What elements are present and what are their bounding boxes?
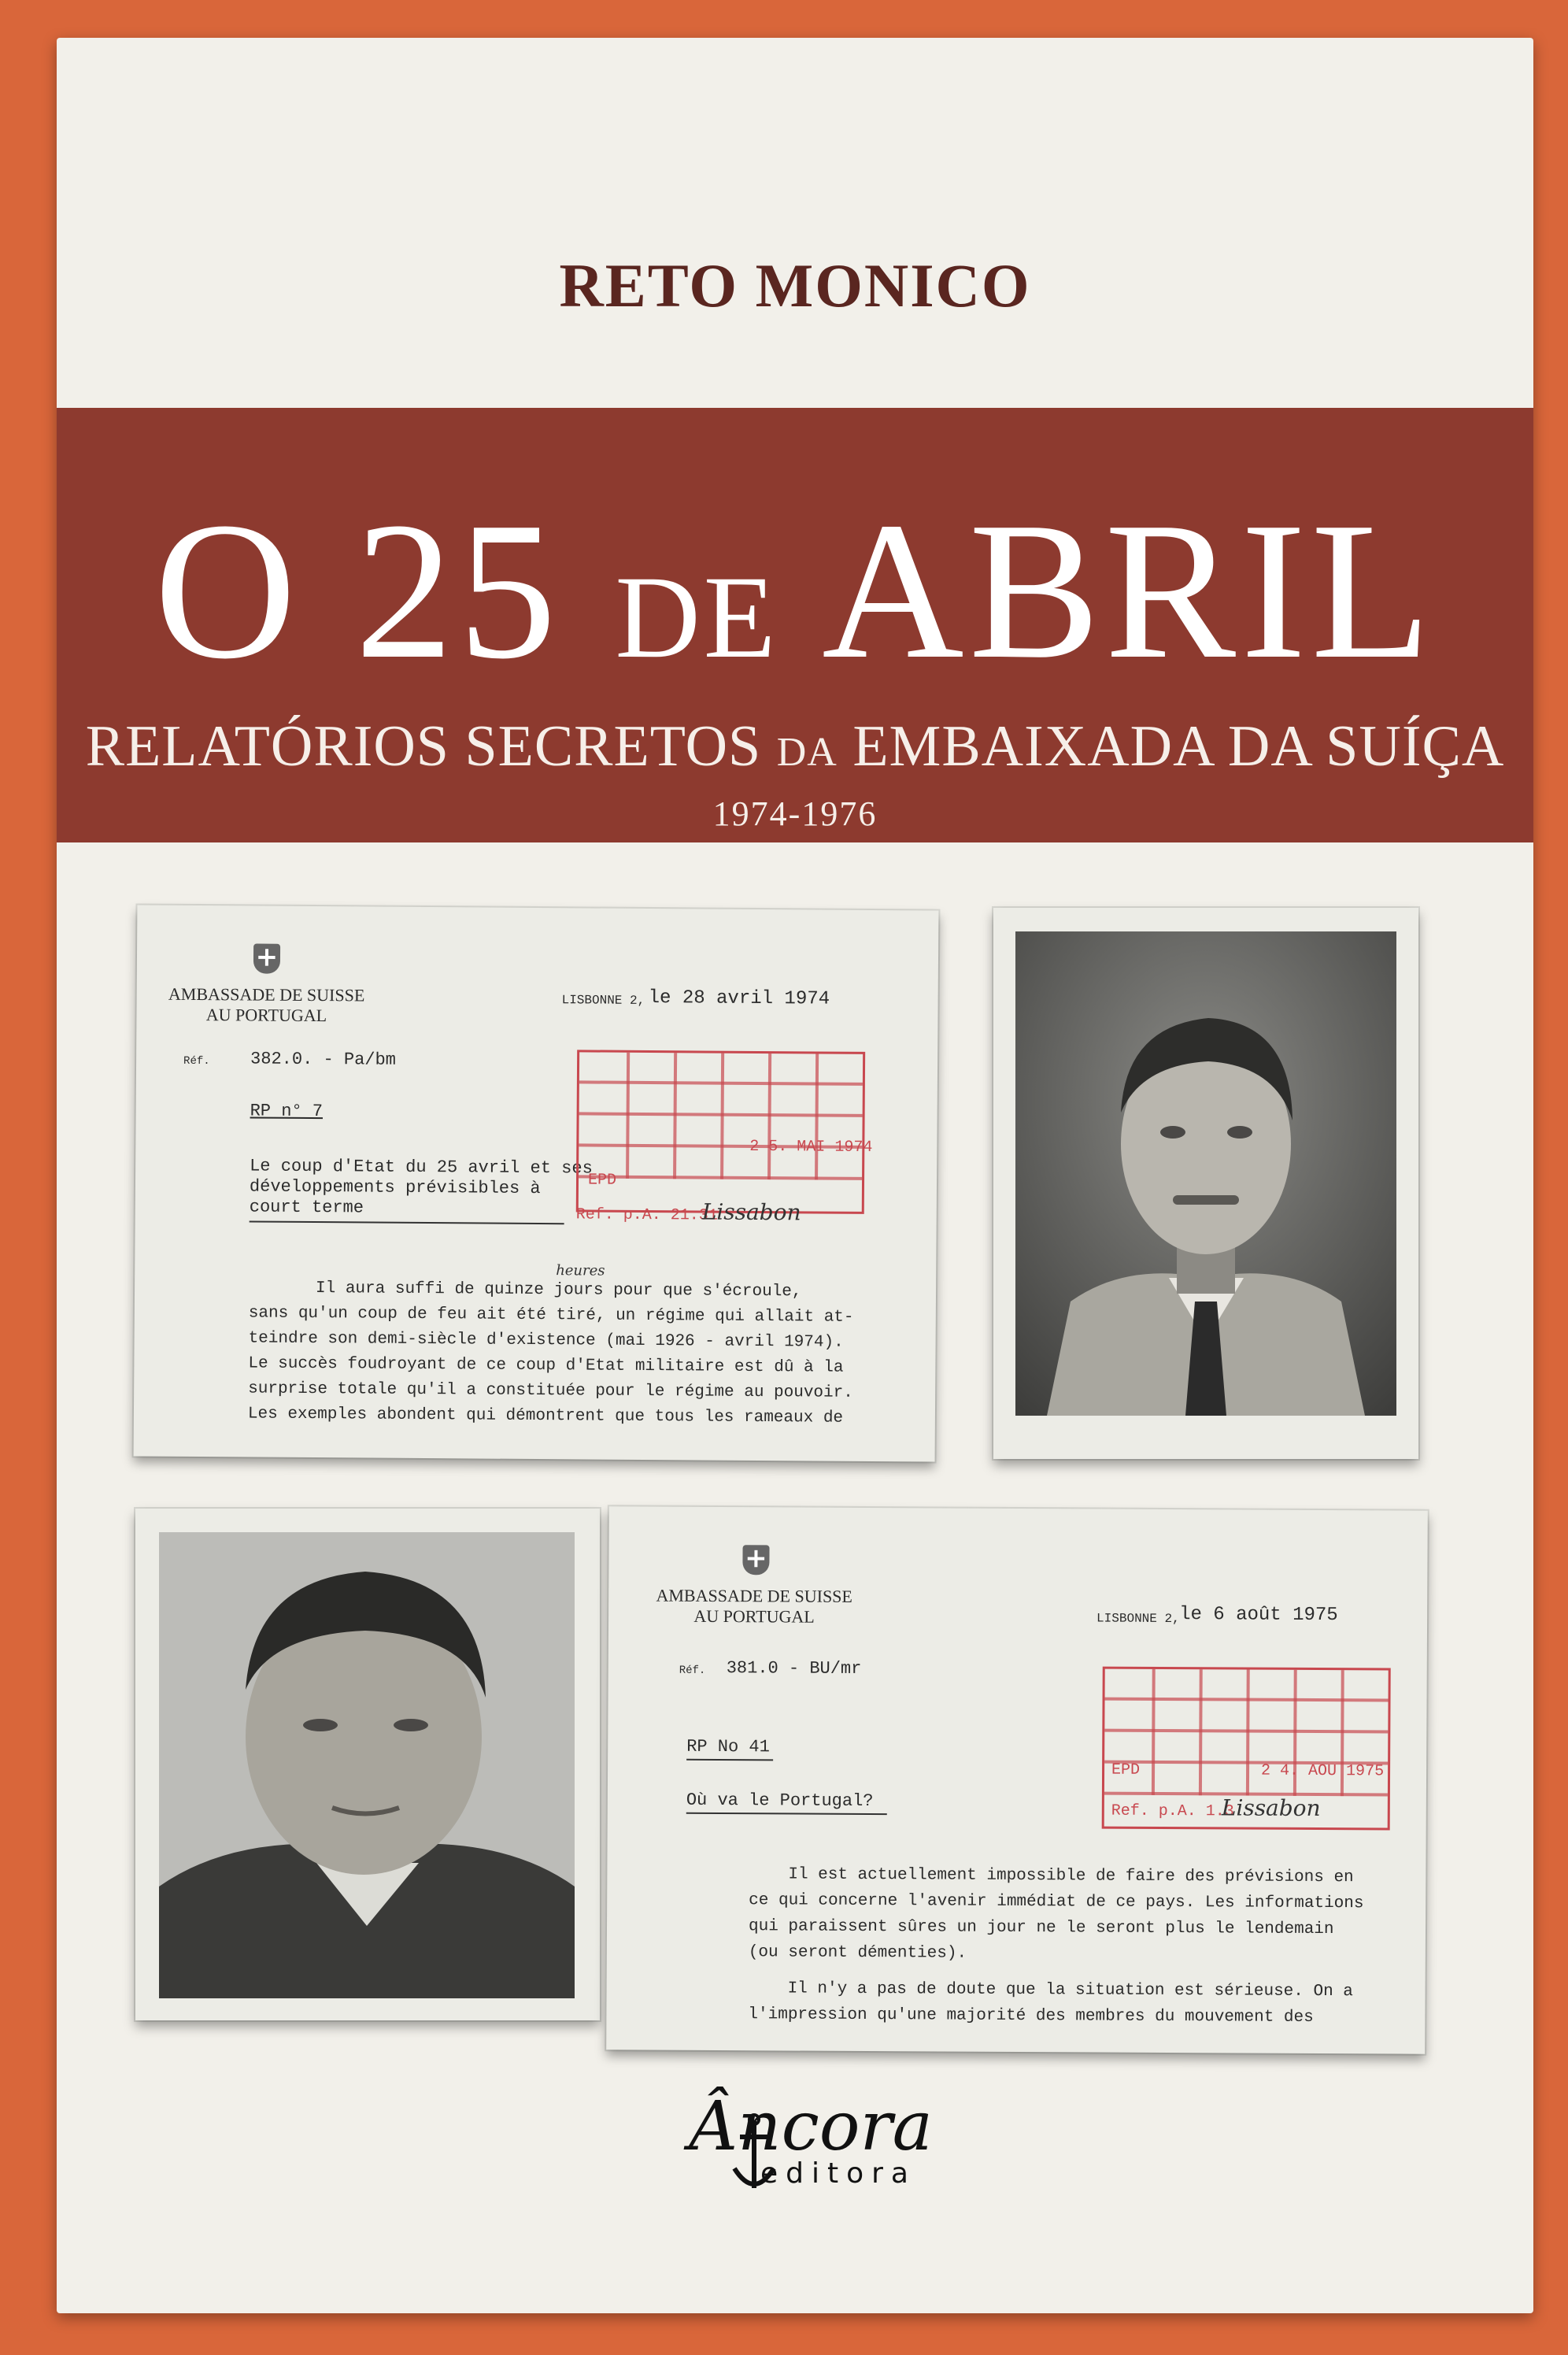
body-line-6: Les exemples abondent qui démontrent que tous les rameaux de xyxy=(247,1405,844,1427)
body-line-4: (ou seront démenties). xyxy=(748,1943,967,1963)
handwritten-correction: heures xyxy=(556,1262,605,1279)
publisher-name: Âncora xyxy=(689,2087,933,2166)
photo-ambassador-2 xyxy=(135,1509,600,2020)
publisher-subtitle: editora xyxy=(760,2157,916,2190)
rp-underline xyxy=(686,1759,773,1761)
embassy-line-1: AMBASSADE DE SUISSE xyxy=(168,983,365,1005)
book-subtitle xyxy=(57,713,1533,780)
body-line-5: Il n'y a pas de doute que la situation est sérieuse. On a xyxy=(787,1979,1353,2001)
stamp-date: 2 5. MAI 1974 xyxy=(749,1137,873,1157)
body-line-1: Il est actuellement impossible de faire des prévisions en xyxy=(788,1865,1354,1887)
title-band xyxy=(57,408,1533,842)
body-line-6: l'impression qu'une majorité des membres du mouvement des xyxy=(748,2005,1314,2027)
stamp-reference: Ref. p.A. 21.31 xyxy=(575,1205,718,1225)
swiss-shield-icon xyxy=(253,943,280,973)
stamp-date: 2 4. AOU 1975 xyxy=(1261,1761,1385,1781)
year-range: 1974-1976 xyxy=(712,794,878,833)
portrait-man-1 xyxy=(1015,931,1396,1416)
ref-label: Réf. xyxy=(679,1664,706,1677)
subject-line-1: Le coup d'Etat du 25 avril et ses xyxy=(250,1156,593,1179)
stamp-code: EPD xyxy=(1111,1761,1141,1779)
embassy-line-2: AU PORTUGAL xyxy=(693,1606,815,1627)
photo-ambassador-1 xyxy=(993,908,1418,1459)
publisher-logo xyxy=(57,2087,1533,2190)
place: LISBONNE 2, xyxy=(1096,1611,1180,1627)
body-line-2: ce qui concerne l'avenir immédiat de ce pays. Les informations xyxy=(749,1891,1364,1913)
embassy-heading xyxy=(656,1586,852,1628)
report-number: RP n° 7 xyxy=(250,1101,324,1122)
report-number: RP No 41 xyxy=(686,1736,770,1757)
body-line-1: Il aura suffi de quinze jours pour que s'écroule, xyxy=(315,1279,802,1302)
body-line-3: qui paraissent sûres un jour ne le seront plus le lendemain xyxy=(748,1917,1334,1939)
place: LISBONNE 2, xyxy=(561,993,645,1008)
body-line-4: Le succès foudroyant de ce coup d'Etat militaire est dû à la xyxy=(248,1354,844,1377)
stamp-reference: Ref. p.A. 1.3 xyxy=(1111,1801,1234,1821)
title-part-3: ABRIL xyxy=(778,482,1437,700)
ref-label: Réf. xyxy=(183,1054,210,1068)
embassy-line-2: AU PORTUGAL xyxy=(205,1005,327,1026)
title-part-2: DE xyxy=(615,552,779,683)
subtitle-part-3: EMBAIXADA DA SUÍÇA xyxy=(837,714,1505,779)
title-part-1: O 25 xyxy=(153,482,616,700)
reference: 382.0. - Pa/bm xyxy=(250,1049,397,1070)
portrait-man-2 xyxy=(159,1532,575,1998)
subtitle-part-1: RELATÓRIOS SECRETOS xyxy=(85,714,777,779)
body-line-5: surprise totale qu'il a constituée pour le régime au pouvoir. xyxy=(248,1379,853,1402)
author-name: RETO MONICO xyxy=(559,251,1031,320)
subject: Où va le Portugal? xyxy=(686,1790,874,1812)
subtitle-part-2: DA xyxy=(776,730,838,775)
document-1974 xyxy=(134,905,939,1461)
body-line-2: sans qu'un coup de feu ait été tiré, un régime qui allait at- xyxy=(248,1304,854,1327)
registry-stamp xyxy=(576,1050,865,1214)
body-line-3: teindre son demi-siècle d'existence (mai 1926 - avril 1974). xyxy=(248,1329,844,1352)
book-title xyxy=(57,482,1533,700)
letter-date: le 6 août 1975 xyxy=(1179,1604,1338,1627)
book-cover xyxy=(57,38,1533,2313)
letter-date: le 28 avril 1974 xyxy=(648,987,830,1010)
swiss-shield-icon xyxy=(742,1545,769,1575)
subject-underline xyxy=(686,1813,887,1815)
stamp-code: EPD xyxy=(587,1171,617,1190)
subject-underline xyxy=(250,1220,564,1224)
reference: 381.0 - BU/mr xyxy=(726,1658,862,1679)
stamp-signature: Lissabon xyxy=(701,1198,801,1226)
document-1975 xyxy=(606,1506,1428,2053)
embassy-line-1: AMBASSADE DE SUISSE xyxy=(656,1585,852,1606)
stamp-signature: Lissabon xyxy=(1221,1794,1321,1822)
subject-line-3: court terme xyxy=(249,1197,364,1218)
embassy-heading xyxy=(168,984,364,1028)
subject-line-2: développements prévisibles à xyxy=(249,1176,541,1199)
